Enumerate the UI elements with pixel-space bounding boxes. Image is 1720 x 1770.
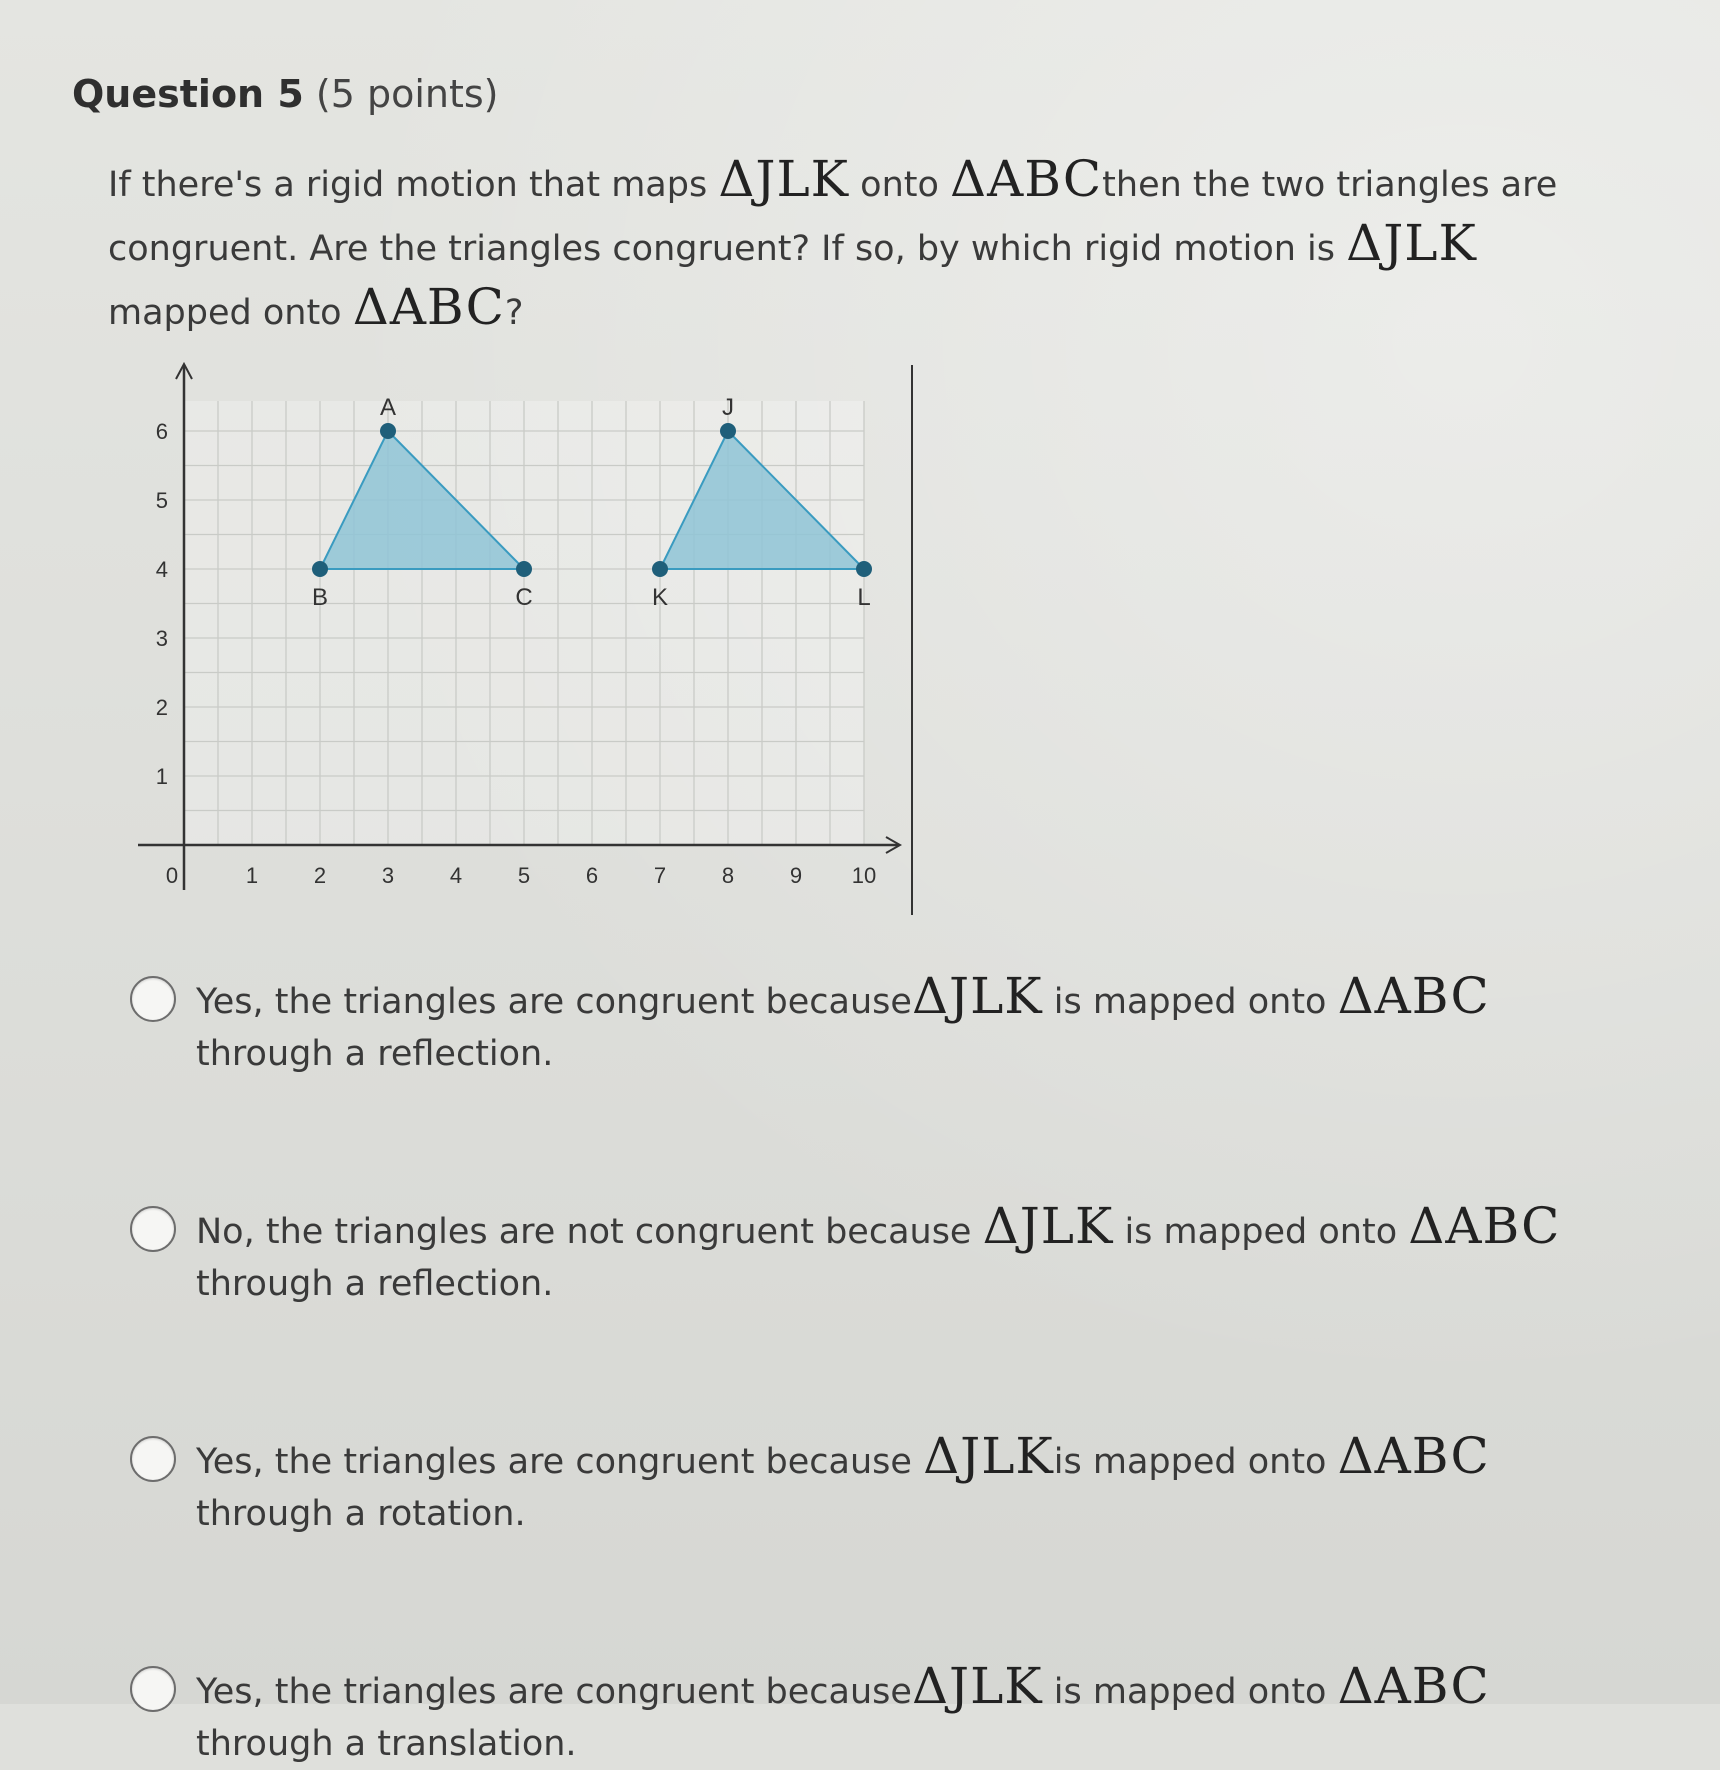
vertex-label-a: A	[379, 394, 397, 421]
choice-text	[196, 967, 1596, 1080]
graph-divider	[911, 365, 913, 915]
y-tick-label: 6	[155, 419, 168, 444]
x-tick-label: 8	[721, 863, 735, 888]
choice-text-part: through a translation.	[196, 1724, 577, 1764]
choice-text-part: is mapped onto	[1113, 1212, 1409, 1252]
vertex-label-b: B	[311, 584, 329, 611]
x-tick-label: 6	[585, 863, 599, 888]
vertex-label-l: L	[857, 584, 871, 611]
answer-choices	[130, 967, 1600, 1770]
x-tick-label: 9	[789, 863, 803, 888]
x-tick-label: 7	[653, 863, 667, 888]
question-prompt	[108, 150, 1628, 342]
choice-math: ΔJLK	[911, 967, 1043, 1025]
prompt-math: ΔJLK	[1346, 214, 1477, 272]
y-tick-label: 5	[155, 488, 168, 513]
choice-text	[196, 1657, 1596, 1770]
x-tick-label: 0	[165, 863, 179, 888]
choice-text-part: Yes, the triangles are congruent because	[196, 1442, 924, 1482]
prompt-math: ΔABC	[352, 278, 505, 336]
choice-math: ΔABC	[1337, 967, 1490, 1025]
y-tick-label: 2	[155, 695, 168, 720]
vertex-label-j: J	[722, 394, 734, 421]
vertex-label-c: C	[515, 584, 533, 611]
y-tick-label: 1	[155, 764, 168, 789]
y-tick-label: 3	[155, 626, 168, 651]
choice-math: ΔJLK	[982, 1197, 1114, 1255]
prompt-text: If there's a rigid motion that maps	[108, 165, 719, 205]
choice-text-part: is mapped onto	[1042, 1672, 1338, 1712]
coordinate-graph	[120, 360, 920, 920]
choice-text-part: through a reflection.	[196, 1264, 554, 1304]
vertex-j	[720, 423, 736, 439]
choice-math: ΔJLK	[923, 1427, 1054, 1485]
choice-text-part: is mapped onto	[1042, 982, 1338, 1022]
choice-math: ΔABC	[1337, 1427, 1490, 1485]
choice-text-part: through a reflection.	[196, 1034, 554, 1074]
prompt-math: ΔABC	[950, 150, 1103, 208]
choice-1[interactable]	[130, 967, 1600, 1080]
choice-text-part: through a rotation.	[196, 1494, 526, 1534]
choice-math: ΔJLK	[911, 1657, 1043, 1715]
question-points: (5 points)	[315, 72, 499, 116]
radio-button[interactable]	[130, 976, 176, 1022]
choice-math: ΔABC	[1408, 1197, 1561, 1255]
x-tick-label: 2	[313, 863, 327, 888]
choice-math: ΔABC	[1337, 1657, 1490, 1715]
radio-button[interactable]	[130, 1666, 176, 1712]
vertex-k	[652, 561, 668, 577]
vertex-a	[380, 423, 396, 439]
choice-text-part: No, the triangles are not congruent because	[196, 1212, 983, 1252]
question-header	[72, 72, 499, 116]
choice-text	[196, 1427, 1596, 1540]
choice-text	[196, 1197, 1596, 1310]
x-tick-label: 3	[381, 863, 395, 888]
x-tick-label: 5	[517, 863, 531, 888]
x-tick-label: 4	[449, 863, 463, 888]
prompt-text: onto	[849, 165, 951, 205]
choice-3[interactable]	[130, 1427, 1600, 1540]
vertex-l	[856, 561, 872, 577]
choice-2[interactable]	[130, 1197, 1600, 1310]
choice-4[interactable]	[130, 1657, 1600, 1770]
prompt-math: ΔJLK	[718, 150, 850, 208]
vertex-b	[312, 561, 328, 577]
graph-svg	[120, 360, 920, 920]
question-title: Question 5	[72, 72, 304, 116]
prompt-text: then the two triangles are congruent. Are the triangles congruent? If so, by which rigid motion is	[108, 165, 1558, 269]
vertex-label-k: K	[651, 584, 669, 611]
x-tick-label: 1	[245, 863, 259, 888]
x-tick-label: 10	[851, 863, 877, 888]
y-tick-label: 4	[155, 557, 168, 582]
choice-text-part: Yes, the triangles are congruent because	[196, 982, 912, 1022]
prompt-text: mapped onto	[108, 293, 353, 333]
radio-button[interactable]	[130, 1436, 176, 1482]
prompt-text: ?	[504, 293, 524, 333]
radio-button[interactable]	[130, 1206, 176, 1252]
choice-text-part: Yes, the triangles are congruent because	[196, 1672, 912, 1712]
vertex-c	[516, 561, 532, 577]
choice-text-part: is mapped onto	[1053, 1442, 1338, 1482]
